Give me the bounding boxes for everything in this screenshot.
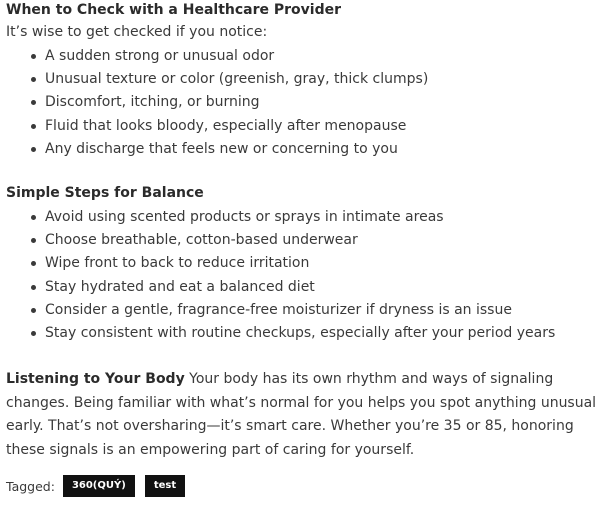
list-item [28, 322, 555, 345]
list-item-text: Stay consistent with routine checkups, especially after your period years [45, 324, 556, 341]
list-item-text: Stay hydrated and eat a balanced diet [45, 278, 315, 295]
list-item [28, 252, 555, 275]
bullet-icon [31, 215, 36, 220]
list-item [28, 91, 428, 114]
list-item-text: Unusual texture or color (greenish, gray, thick clumps) [45, 71, 429, 88]
tags-row [6, 475, 195, 497]
list-item [28, 299, 555, 322]
list-item [28, 276, 555, 299]
section-heading-simple-steps: Simple Steps for Balance [6, 185, 204, 201]
bullet-icon [31, 147, 36, 152]
bullet-icon [31, 100, 36, 105]
list-item [28, 45, 428, 68]
list-item-text: A sudden strong or unusual odor [45, 48, 275, 64]
tag-link-360-quy[interactable]: 360(QUÝ) [63, 475, 135, 497]
list-item [28, 229, 555, 252]
closing-text: Your body has its own rhythm and ways of signaling changes. Being familiar with what’s normal for you helps you spot anything unusual early. That’s not oversharing—it’s smart care. Whether you’re 35 or 85, honoring these signals is an empowering part of caring for yourself. [6, 371, 597, 458]
list-item-text: Fluid that looks bloody, especially after menopause [45, 117, 407, 134]
section-intro: It’s wise to get checked if you notice: [6, 24, 268, 40]
list-item [28, 206, 555, 229]
bullet-icon [31, 285, 36, 290]
bullet-icon [31, 54, 36, 59]
bullet-icon [31, 77, 36, 82]
section-heading-healthcare-provider: When to Check with a Healthcare Provider [6, 2, 342, 18]
bullet-icon [31, 261, 36, 266]
balance-steps-list [28, 206, 555, 345]
tag-link-test[interactable]: test [145, 475, 185, 497]
list-item-text: Any discharge that feels new or concerning to you [45, 140, 398, 157]
closing-lead: Listening to Your Body [6, 371, 185, 387]
tagged-label: Tagged: [6, 478, 55, 494]
warning-signs-list [28, 45, 428, 161]
bullet-icon [31, 308, 36, 313]
bullet-icon [31, 331, 36, 336]
list-item-text: Discomfort, itching, or burning [45, 94, 260, 111]
bullet-icon [31, 238, 36, 243]
list-item [28, 68, 428, 91]
bullet-icon [31, 124, 36, 129]
list-item-text: Wipe front to back to reduce irritation [45, 255, 310, 272]
closing-paragraph [6, 368, 600, 462]
list-item-text: Consider a gentle, fragrance-free moisturizer if dryness is an issue [45, 301, 512, 318]
list-item-text: Avoid using scented products or sprays in intimate areas [45, 209, 444, 225]
list-item-text: Choose breathable, cotton-based underwear [45, 232, 358, 249]
list-item [28, 115, 428, 138]
list-item [28, 138, 428, 161]
